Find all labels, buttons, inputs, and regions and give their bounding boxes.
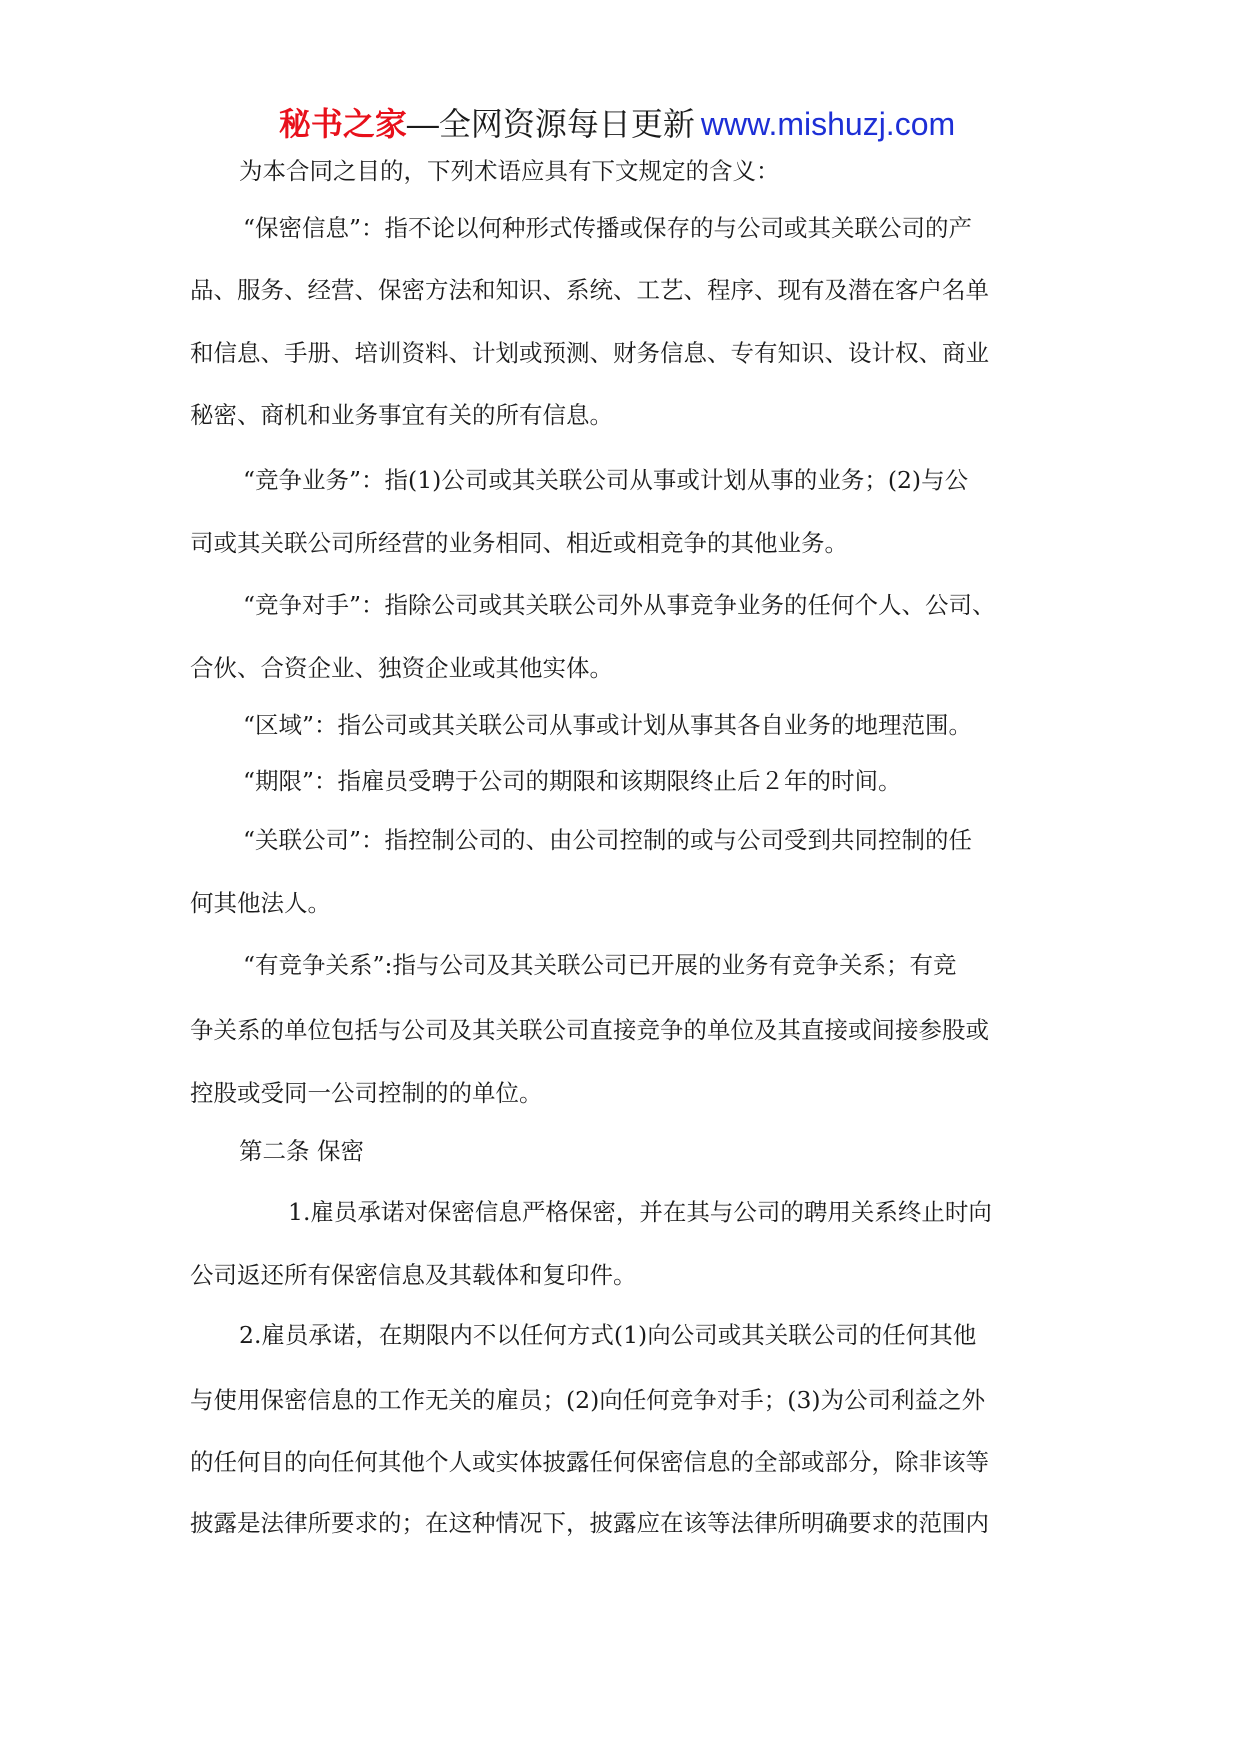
text-line: “竞争对手”：指除公司或其关联公司外从事竞争业务的任何个人、公司、 — [243, 591, 996, 619]
text-line: 2.雇员承诺，在期限内不以任何方式(1)向公司或其关联公司的任何其他 — [239, 1321, 977, 1349]
text-line: 1.雇员承诺对保密信息严格保密，并在其与公司的聘用关系终止时向 — [288, 1198, 992, 1226]
text-line: 和信息、手册、培训资料、计划或预测、财务信息、专有知识、设计权、商业 — [190, 339, 989, 367]
header-slogan: —全网资源每日更新 — [406, 106, 695, 142]
text-line: 披露是法律所要求的；在这种情况下，披露应在该等法律所明确要求的范围内 — [190, 1509, 989, 1537]
text-line: 公司返还所有保密信息及其载体和复印件。 — [190, 1261, 637, 1289]
text-line: “竞争业务”：指(1)公司或其关联公司从事或计划从事的业务；(2)与公 — [243, 466, 969, 494]
text-line: “关联公司”：指控制公司的、由公司控制的或与公司受到共同控制的任 — [243, 826, 973, 854]
text-line: “期限”：指雇员受聘于公司的期限和该期限终止后２年的时间。 — [243, 767, 902, 795]
text-line: 合伙、合资企业、独资企业或其他实体。 — [190, 654, 613, 682]
text-line: 控股或受同一公司控制的的单位。 — [190, 1079, 543, 1107]
section-heading: 第二条 保密 — [239, 1137, 364, 1165]
text-line: “区域”：指公司或其关联公司从事或计划从事其各自业务的地理范围。 — [243, 711, 973, 739]
text-line: 何其他法人。 — [190, 889, 331, 917]
text-line: 争关系的单位包括与公司及其关联公司直接竞争的单位及其直接或间接参股或 — [190, 1016, 989, 1044]
text-line: 的任何目的向任何其他个人或实体披露任何保密信息的全部或部分，除非该等 — [190, 1448, 989, 1476]
text-line: “有竞争关系”:指与公司及其关联公司已开展的业务有竞争关系；有竞 — [243, 951, 957, 979]
text-line: 秘密、商机和业务事宜有关的所有信息。 — [190, 401, 613, 429]
site-url[interactable]: www.mishuzj.com — [700, 106, 956, 142]
text-line: 司或其关联公司所经营的业务相同、相近或相竞争的其他业务。 — [190, 529, 848, 557]
text-line: 为本合同之目的，下列术语应具有下文规定的含义： — [239, 157, 780, 185]
site-header — [0, 100, 1234, 148]
brand-name: 秘书之家 — [278, 106, 407, 142]
text-line: “保密信息”：指不论以何种形式传播或保存的与公司或其关联公司的产 — [243, 214, 973, 242]
text-line: 品、服务、经营、保密方法和知识、系统、工艺、程序、现有及潜在客户名单 — [190, 276, 989, 304]
text-line: 与使用保密信息的工作无关的雇员；(2)向任何竞争对手；(3)为公司利益之外 — [190, 1386, 986, 1414]
